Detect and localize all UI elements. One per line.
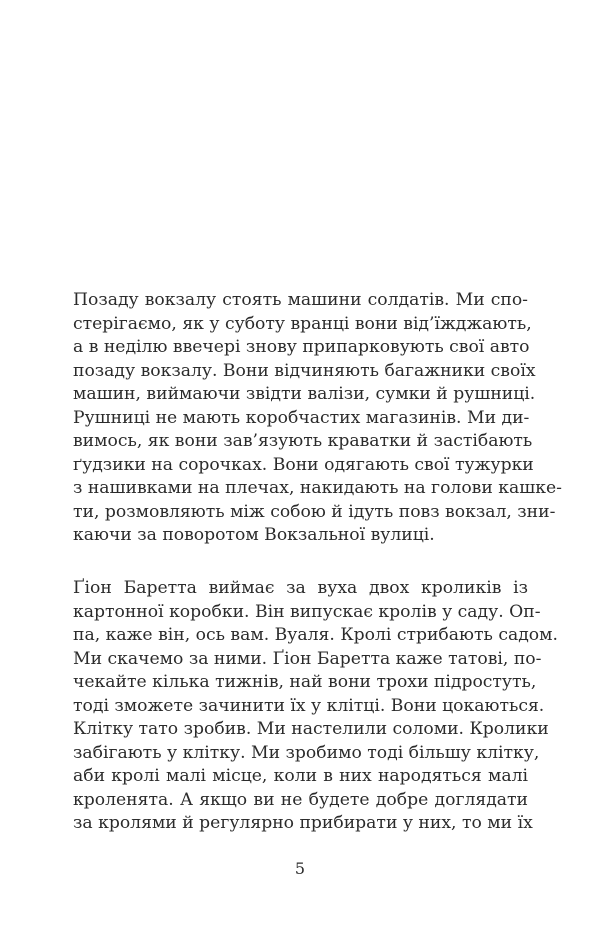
paragraph-2 bbox=[73, 577, 558, 836]
text-line: аби кролі малі місце, коли в них народяться малі bbox=[73, 766, 528, 786]
text-line: з нашивками на плечах, накидають на голови кашке- bbox=[73, 478, 562, 498]
text-line: Позаду вокзалу стоять машини солдатів. Ми спо- bbox=[73, 290, 528, 310]
text-line: Рушниці не мають коробчастих магазинів. Ми ди- bbox=[73, 407, 530, 428]
text-line: забігають у клітку. Ми зробимо тоді більшу клітку, bbox=[73, 742, 540, 763]
text-line: Клітку тато зробив. Ми настелили соломи. Кролики bbox=[73, 719, 549, 739]
text-line: вимось, як вони зав’язують краватки й застібають bbox=[73, 431, 533, 451]
text-line: стерігаємо, як у суботу вранці вони від’їжджають, bbox=[73, 313, 532, 334]
text-line: а в неділю ввечері знову припарковують свої авто bbox=[73, 337, 530, 357]
text-line: ґудзики на сорочках. Вони одягають свої тужурки bbox=[73, 454, 534, 475]
text-line: картонної коробки. Він випускає кролів у саду. Оп- bbox=[73, 601, 541, 622]
text-line: чекайте кілька тижнів, най вони трохи підростуть, bbox=[73, 672, 537, 692]
text-line: за кролями й регулярно прибирати у них, то ми їх bbox=[73, 813, 533, 833]
text-line: ти, розмовляють між собою й ідуть повз вокзал, зни- bbox=[73, 501, 556, 522]
paragraph-1 bbox=[73, 289, 562, 548]
text-line: каючи за поворотом Вокзальної вулиці. bbox=[73, 525, 435, 545]
text-line: тоді зможете зачинити їх у клітці. Вони цокаються. bbox=[73, 695, 545, 716]
text-line: па, каже він, ось вам. Вуаля. Кролі стрибають садом. bbox=[73, 625, 558, 645]
text-line: кроленята. А якщо ви не будете добре доглядати bbox=[73, 789, 528, 810]
text-line: позаду вокзалу. Вони відчиняють багажники своїх bbox=[73, 360, 536, 381]
page-number: 5 bbox=[294, 859, 306, 878]
text-line: Ґіон Баретта виймає за вуха двох кроликів із bbox=[73, 578, 528, 598]
text-line: Ми скачемо за ними. Ґіон Баретта каже татові, по- bbox=[73, 648, 542, 669]
text-line: машин, виймаючи звідти валізи, сумки й рушниці. bbox=[73, 384, 536, 404]
